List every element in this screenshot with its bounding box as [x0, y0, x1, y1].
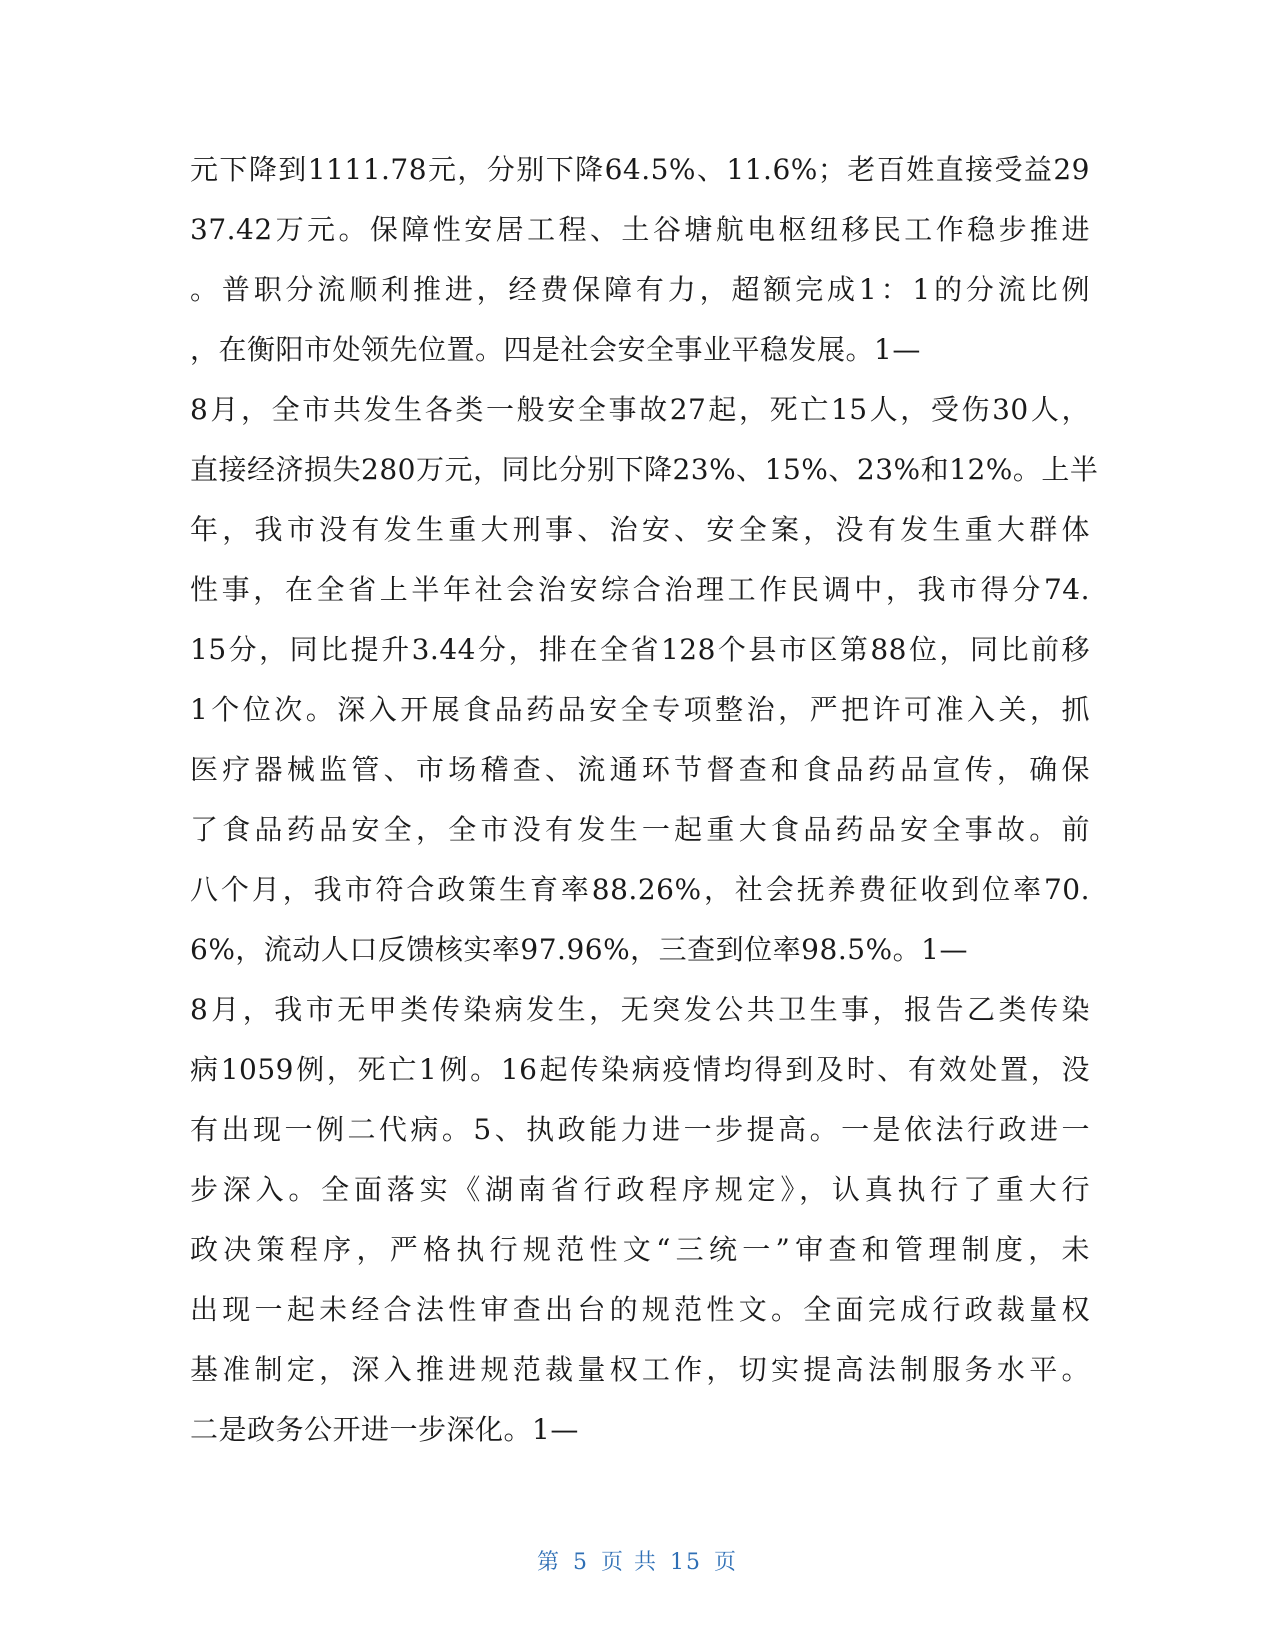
text-line: 出现一起未经合法性审查出台的规范性文。全面完成行政裁量权 — [190, 1293, 1090, 1326]
text-line: 病1059例，死亡1例。16起传染病疫情均得到及时、有效处置，没 — [190, 1053, 1090, 1086]
text-line: 8月，我市无甲类传染病发生，无突发公共卫生事，报告乙类传染 — [190, 993, 1090, 1026]
footer-total-pages: 15 — [670, 1550, 702, 1575]
document-body — [190, 140, 1099, 1460]
text-line: 元下降到1111.78元，分别下降64.5%、11.6%；老百姓直接受益29 — [190, 153, 1090, 186]
text-line: 15分，同比提升3.44分，排在全省128个县市区第88位，同比前移 — [190, 633, 1090, 666]
text-line: 政决策程序，严格执行规范性文“三统一”审查和管理制度，未 — [190, 1233, 1090, 1266]
footer-prefix: 第 — [536, 1550, 561, 1575]
text-line: 1个位次。深入开展食品药品安全专项整治，严把许可准入关，抓 — [190, 693, 1090, 726]
text-line: 有出现一例二代病。5、执政能力进一步提高。一是依法行政进一 — [190, 1113, 1090, 1146]
footer-page-number: 5 — [573, 1550, 589, 1575]
footer-middle: 页 共 — [601, 1550, 658, 1575]
text-line: 性事，在全省上半年社会治安综合治理工作民调中，我市得分74. — [190, 573, 1090, 606]
text-line: 医疗器械监管、市场稽查、流通环节督查和食品药品宣传，确保 — [190, 753, 1090, 786]
page-footer — [0, 1545, 1275, 1576]
text-line: 直接经济损失280万元，同比分别下降23%、15%、23%和12%。上半 — [190, 453, 1099, 486]
text-line: 八个月，我市符合政策生育率88.26%，社会抚养费征收到位率70. — [190, 873, 1090, 906]
text-line: 了食品药品安全，全市没有发生一起重大食品药品安全事故。前 — [190, 813, 1090, 846]
footer-suffix: 页 — [714, 1550, 739, 1575]
text-line: 8月，全市共发生各类一般安全事故27起，死亡15人，受伤30人， — [190, 393, 1090, 426]
text-line: 基准制定，深入推进规范裁量权工作，切实提高法制服务水平。 — [190, 1353, 1090, 1386]
text-line: 步深入。全面落实《湖南省行政程序规定》，认真执行了重大行 — [190, 1173, 1090, 1206]
text-line: 二是政务公开进一步深化。1— — [190, 1413, 579, 1446]
text-line: 。普职分流顺利推进，经费保障有力，超额完成1：1的分流比例 — [190, 273, 1090, 306]
text-line: 6%，流动人口反馈核实率97.96%，三查到位率98.5%。1— — [190, 933, 968, 966]
text-line: ，在衡阳市处领先位置。四是社会安全事业平稳发展。1— — [190, 333, 921, 366]
text-line: 年，我市没有发生重大刑事、治安、安全案，没有发生重大群体 — [190, 513, 1090, 546]
text-line: 37.42万元。保障性安居工程、土谷塘航电枢纽移民工作稳步推进 — [190, 213, 1090, 246]
